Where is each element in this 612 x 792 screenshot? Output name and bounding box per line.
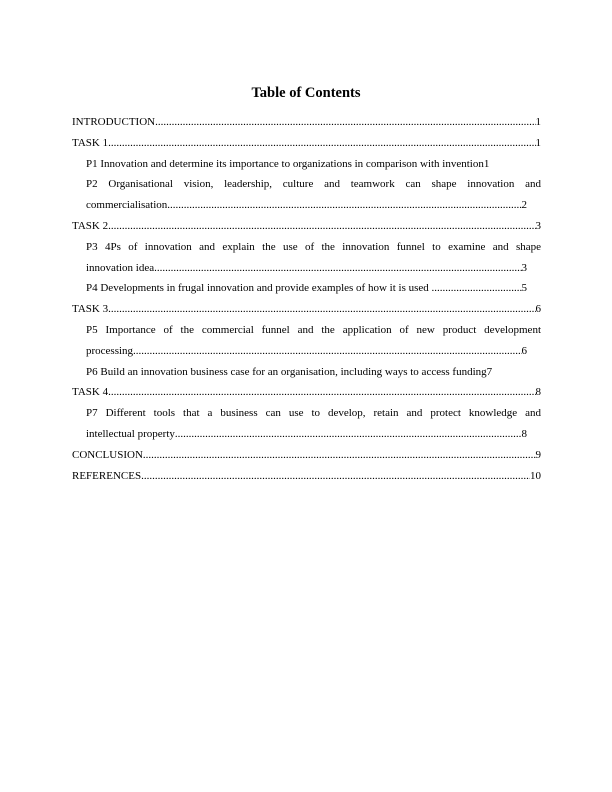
dot-leader: [143, 445, 536, 466]
toc-page-number: 1: [535, 116, 541, 128]
toc-entry-p3[interactable]: [72, 237, 541, 279]
toc-entry-text-line2: commercialisation: [86, 199, 168, 212]
toc-page-number: 3: [521, 261, 527, 274]
toc-entry-text-line1: P5 Importance of the commercial funnel and the application of new product development: [86, 323, 541, 336]
toc-entry-text-line1: P7 Different tools that a business can use to develop, retain and protect knowledge and: [86, 407, 541, 420]
toc-page-number: 1: [535, 136, 541, 149]
toc-entry-introduction[interactable]: [72, 112, 541, 133]
toc-entry-text-line2: processing: [86, 344, 134, 357]
toc-page-number: 6: [535, 303, 541, 316]
dot-leader: [154, 258, 521, 279]
toc-page-number: 10: [530, 469, 541, 482]
toc-entry-p1[interactable]: [72, 154, 541, 175]
toc-entry-task1[interactable]: [72, 133, 541, 154]
dot-leader: [108, 133, 535, 154]
toc-page-number: 2: [521, 199, 527, 212]
dot-leader: [108, 382, 535, 403]
toc-entry-text: TASK 3: [72, 303, 109, 316]
toc-entry-conclusion[interactable]: [72, 445, 541, 466]
toc-entry-text: P4 Developments in frugal innovation and provide examples of how it is used: [86, 282, 432, 295]
toc-entry-p6[interactable]: [72, 362, 541, 383]
toc-page-number: 9: [535, 448, 541, 461]
toc-entry-task2[interactable]: [72, 216, 541, 237]
toc-entry-p4[interactable]: [72, 278, 541, 299]
toc-entry-p7[interactable]: [72, 403, 541, 445]
dot-leader: [155, 112, 535, 133]
toc-entry-text-line1: P3 4Ps of innovation and explain the use of the innovation funnel to examine and shape: [86, 240, 541, 253]
toc-entry-text: REFERENCES: [72, 469, 142, 482]
toc-page-number: 8: [535, 386, 541, 399]
dot-leader: [175, 424, 522, 445]
toc-entry-p2[interactable]: [72, 174, 541, 216]
dot-leader: [432, 278, 522, 299]
dot-leader: [133, 341, 521, 362]
dot-leader: [108, 299, 535, 320]
toc-entry-text-line2: intellectual property: [86, 427, 175, 440]
toc-entry-text-line2: innovation idea: [86, 261, 155, 274]
dot-leader: [108, 216, 535, 237]
toc-entry-task4[interactable]: [72, 382, 541, 403]
toc-entry-p5[interactable]: [72, 320, 541, 362]
toc-page-number: 1: [483, 157, 490, 170]
table-of-contents: [72, 112, 541, 486]
toc-title: Table of Contents: [251, 85, 361, 101]
toc-entry-text: TASK 4: [72, 386, 109, 399]
toc-page-number: 7: [486, 365, 493, 378]
dot-leader: [141, 466, 530, 487]
toc-entry-task3[interactable]: [72, 299, 541, 320]
toc-page-number: 6: [521, 344, 527, 357]
toc-page-number: 3: [535, 219, 541, 232]
toc-entry-text: TASK 2: [72, 219, 109, 232]
toc-page-number: 8: [521, 427, 527, 440]
dot-leader: [167, 195, 521, 216]
toc-entry-references[interactable]: [72, 466, 541, 487]
toc-entry-text: P1 Innovation and determine its importance to organizations in comparison with invention: [86, 157, 484, 170]
toc-entry-text: TASK 1: [72, 136, 109, 149]
toc-entry-text-line1: P2 Organisational vision, leadership, culture and teamwork can shape innovation and: [86, 178, 541, 191]
toc-entry-text: INTRODUCTION: [72, 116, 156, 128]
toc-page-number: 5: [521, 282, 527, 295]
toc-entry-text: P6 Build an innovation business case for an organisation, including ways to access funding: [86, 365, 487, 378]
toc-entry-text: CONCLUSION: [72, 448, 143, 461]
